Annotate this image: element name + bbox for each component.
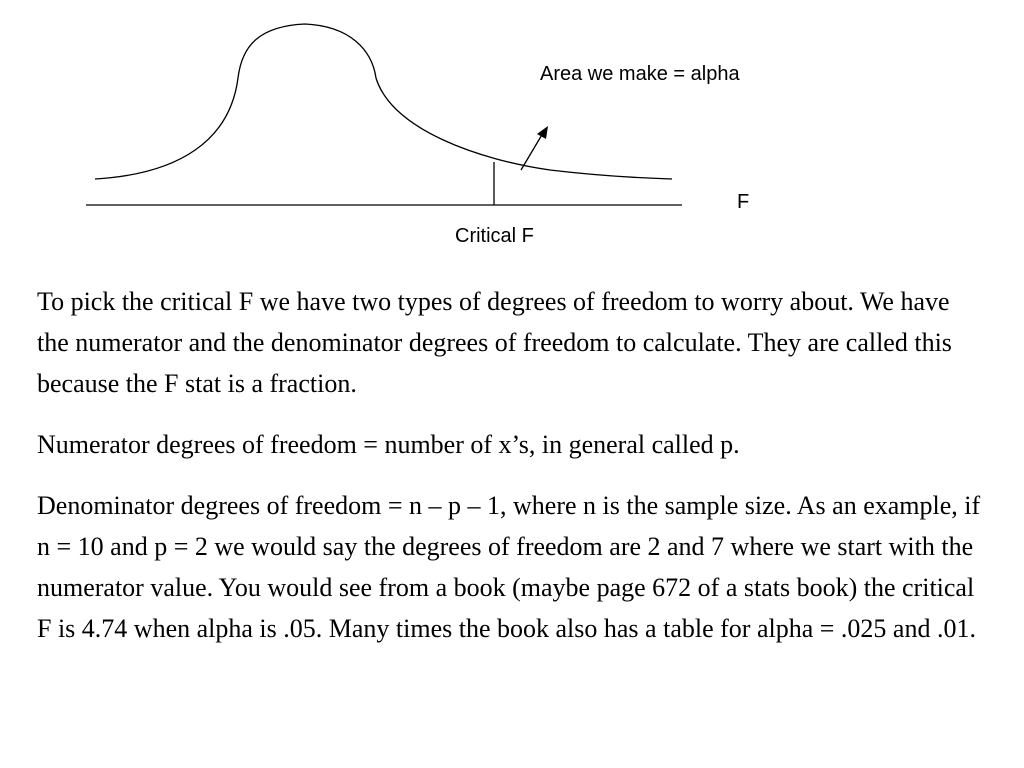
critical-f-label: Critical F: [455, 225, 534, 247]
f-axis-label: F: [737, 191, 750, 213]
area-arrow-shaft: [521, 133, 543, 170]
f-density-curve: [95, 24, 672, 179]
area-arrow-head: [537, 126, 548, 139]
f-distribution-diagram: [0, 0, 1024, 260]
paragraph-denominator-df: Denominator degrees of freedom = n – p – 1, where n is the sample size. As an example, if n = 10 and p = 2 we would say the degrees of freedom are 2 and 7 where we start with the numerator value. You would see from a book (maybe page 672 of a stats book) the critical F is 4.74 when alpha is .05. Many times the book also has a table for alpha = .025 and .01.: [37, 491, 981, 643]
area-alpha-label: Area we make = alpha: [540, 63, 740, 85]
paragraph-numerator-df: Numerator degrees of freedom = number of x’s, in general called p.: [37, 430, 740, 459]
slide-body-text: [37, 281, 987, 669]
f-distribution-svg: [0, 0, 1024, 260]
paragraph-degrees-intro: To pick the critical F we have two types of degrees of freedom to worry about. We have the numerator and the denominator degrees of freedom to calculate. They are called this because the F stat is a fraction.: [37, 287, 952, 398]
